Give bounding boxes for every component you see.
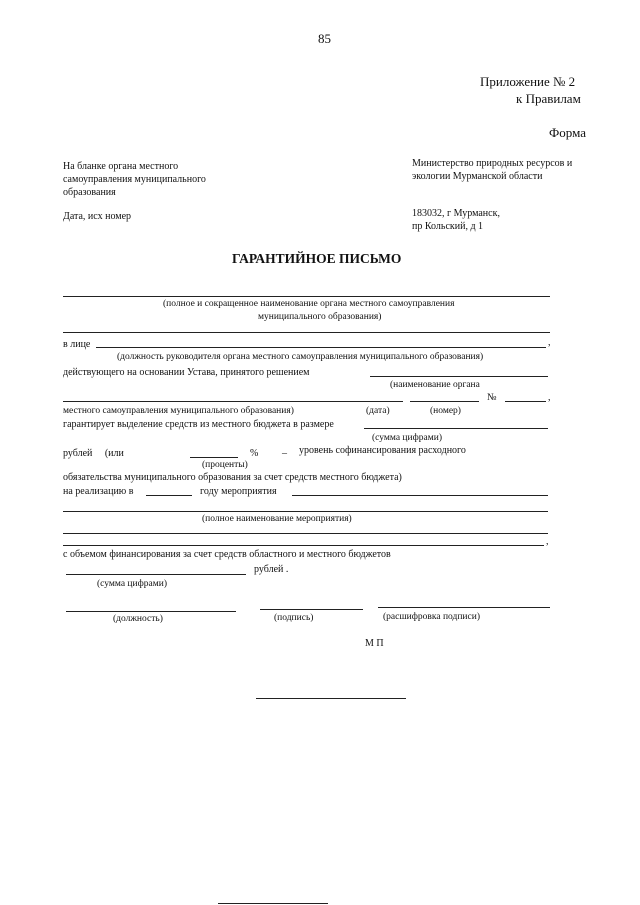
hint-local-gov: местного самоуправления муниципального образования) (63, 406, 294, 416)
acting-basis-label: действующего на основании Устава, принятого решением (63, 367, 310, 378)
number-line (505, 401, 546, 402)
comma-mark-2: , (548, 392, 551, 403)
bottom-line (218, 903, 328, 904)
hint-body-name: (наименование органа (390, 380, 480, 390)
recipient-line-1: Министерство природных ресурсов и (412, 158, 573, 169)
hint-sum-digits: (сумма цифрами) (372, 433, 442, 443)
event-line-3 (63, 533, 548, 534)
hint-position: (должность руководителя органа местного самоуправления муниципального образования) (117, 352, 484, 362)
volume-sum-line (66, 574, 246, 575)
rubles-label: рублей . (254, 564, 289, 575)
event-line (292, 495, 548, 496)
event-line-2 (63, 511, 548, 512)
obligation-label: обязательства муниципального образования за счет средств местного бюджета) (63, 472, 402, 483)
in-person-label: в лице (63, 339, 91, 350)
rubles-or-label: рублей (или (63, 448, 124, 459)
org-name-line (63, 296, 550, 297)
comma-mark: , (548, 337, 551, 348)
number-sign: № (487, 392, 497, 403)
appendix-label: Приложение № 2 (480, 74, 576, 89)
volume-label: с объемом финансирования за счет средств областного и местного бюджетов (63, 549, 391, 560)
cofinancing-label: уровень софинансирования расходного (299, 445, 466, 456)
percent-line (190, 457, 238, 458)
letter-title: ГАРАНТИЙНОЕ ПИСЬМО (232, 251, 402, 266)
hint-org-name-2: муниципального образования) (258, 312, 382, 322)
hint-org-name-1: (полное и сокращенное наименование органа местного самоуправления (163, 299, 455, 309)
guarantees-label: гарантирует выделение средств из местного бюджета в размере (63, 419, 334, 430)
hint-date: (дата) (366, 406, 390, 416)
page-number: 85 (318, 31, 331, 46)
recipient-address-2: пр Кольский, д 1 (412, 221, 484, 232)
decision-line (370, 376, 548, 377)
position-line (96, 347, 546, 348)
hint-percent: (проценты) (202, 460, 248, 470)
year-line (146, 495, 192, 496)
letterhead-line-3: образования (63, 187, 116, 198)
hint-decoding: (расшифровка подписи) (383, 612, 480, 622)
implementation-label: на реализацию в (63, 486, 134, 497)
date-line (410, 401, 479, 402)
date-number-label: Дата, исх номер (63, 211, 132, 222)
sum-line (364, 428, 548, 429)
form-label: Форма (549, 125, 586, 140)
comma-mark-3: , (546, 536, 549, 547)
signature-line (260, 609, 363, 610)
position-sign-line (66, 611, 236, 612)
recipient-line-2: экологии Мурманской области (412, 171, 543, 182)
recipient-address-1: 183032, г Мурманск, (412, 208, 500, 219)
hint-position-sign: (должность) (113, 614, 163, 624)
dash-mark: – (282, 448, 287, 459)
hint-sum-digits-2: (сумма цифрами) (97, 579, 167, 589)
hint-event-name: (полное наименование мероприятия) (202, 514, 352, 524)
hint-signature: (подпись) (274, 613, 314, 623)
letterhead-line-2: самоуправления муниципального (63, 174, 206, 185)
rules-label: к Правилам (516, 91, 581, 106)
event-line-4 (63, 545, 544, 546)
letterhead-line-1: На бланке органа местного (63, 161, 179, 172)
percent-sign: % (250, 448, 259, 459)
body-name-line (63, 401, 403, 402)
hint-number: (номер) (430, 406, 461, 416)
decoding-line (378, 607, 550, 608)
stamp-label: М П (365, 638, 384, 649)
footer-line (256, 698, 406, 699)
year-event-label: году мероприятия (200, 486, 277, 497)
org-name-line-2 (63, 332, 550, 333)
